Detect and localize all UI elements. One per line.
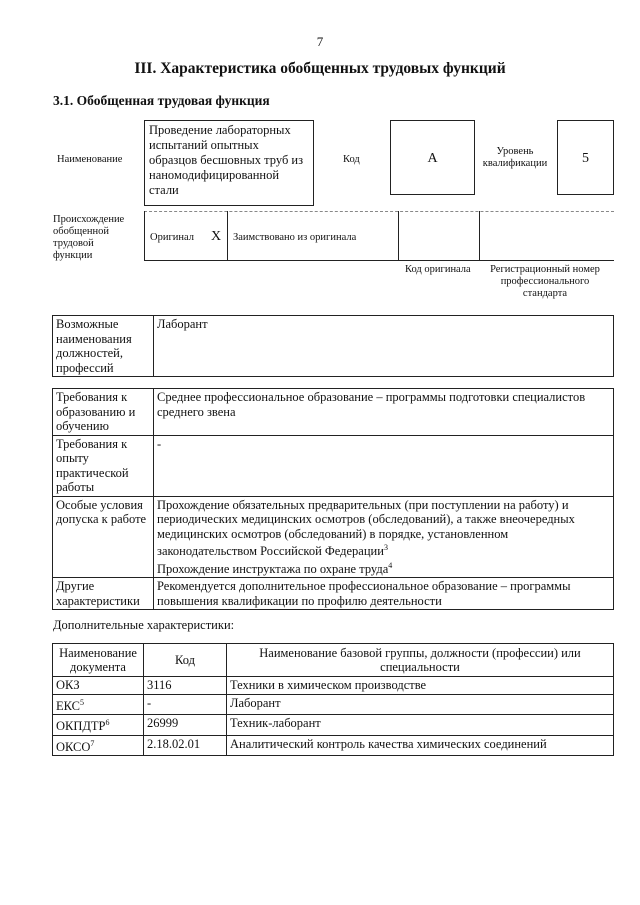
row-code: 3116 — [144, 677, 227, 695]
reg-number-caption: Регистрационный номер профессионального стандарта — [490, 264, 600, 299]
row-doc-text: ОКПДТР — [56, 719, 106, 734]
row-doc-text: ЕКС — [56, 698, 80, 713]
row-doc — [53, 735, 144, 756]
table-row — [53, 735, 614, 756]
row-doc-text: ОКЗ — [56, 678, 80, 692]
positions-label: Возможные наименования должностей, профессий — [53, 316, 154, 377]
row-code: 26999 — [144, 715, 227, 736]
code-box — [390, 120, 475, 195]
header-code: Код — [144, 644, 227, 677]
subsection-title: 3.1. Обобщенная трудовая функция — [53, 93, 270, 108]
requirement-line: Прохождение обязательных предварительных (при поступлении на работу) и периодических медицинских осмотров (обследований), а также внеочередных медицинских осмотров (обследований) в порядке, установленном законодательством Российской Федерации — [157, 497, 575, 559]
footnote-ref: 3 — [383, 543, 388, 552]
requirement-value: Среднее профессиональное образование – программы подготовки специалистов среднего звена — [154, 389, 614, 436]
row-doc — [53, 715, 144, 736]
requirements-table — [52, 388, 614, 610]
row-doc — [53, 677, 144, 695]
original-label: Оригинал — [150, 232, 194, 243]
footnote-ref: 7 — [90, 738, 95, 748]
original-mark: X — [211, 229, 222, 244]
name-box — [144, 120, 314, 206]
requirement-value: Рекомендуется дополнительное профессиональное образование – программы повышения квалификации по профилю деятельности — [154, 578, 614, 610]
row-code: - — [144, 694, 227, 715]
requirement-label: Другие характеристики — [53, 578, 154, 610]
code-value: А — [427, 151, 438, 166]
name-label: Наименование — [57, 154, 123, 165]
original-cell — [144, 211, 228, 261]
code-original-caption: Код оригинала — [405, 264, 471, 275]
header-name: Наименование базовой группы, должности (профессии) или специальности — [227, 644, 614, 677]
positions-value: Лаборант — [154, 316, 614, 377]
table-row — [53, 694, 614, 715]
positions-table — [52, 315, 614, 377]
additional-table — [52, 643, 614, 756]
requirement-value — [154, 496, 614, 578]
row-code: 2.18.02.01 — [144, 735, 227, 756]
table-row — [53, 677, 614, 695]
requirement-value: - — [154, 435, 614, 496]
row-doc — [53, 694, 144, 715]
additional-heading: Дополнительные характеристики: — [53, 618, 235, 632]
table-row — [53, 578, 614, 610]
table-row — [53, 496, 614, 578]
header-doc: Наименование документа — [53, 644, 144, 677]
reg-number-cell — [479, 211, 614, 261]
footnote-ref: 6 — [105, 718, 110, 728]
table-header-row — [53, 644, 614, 677]
code-label: Код — [343, 154, 360, 165]
page-number: 7 — [316, 34, 324, 49]
requirement-label: Требования к образованию и обучению — [53, 389, 154, 436]
table-row — [53, 715, 614, 736]
positions-row — [53, 316, 614, 377]
requirement-label: Особые условия допуска к работе — [53, 496, 154, 578]
row-name: Техник-лаборант — [227, 715, 614, 736]
row-name: Техники в химическом производстве — [227, 677, 614, 695]
requirement-line: Прохождение инструктажа по охране труда — [157, 561, 389, 576]
borrowed-cell — [227, 211, 399, 261]
table-row — [53, 435, 614, 496]
borrowed-label: Заимствовано из оригинала — [233, 232, 357, 243]
row-doc-text: ОКСО — [56, 739, 91, 754]
origin-label: Происхождение обобщенной трудовой функции — [53, 214, 125, 261]
name-value: Проведение лабораторных испытаний опытных образцов бесшовных труб из наномодифицированной стали — [149, 123, 304, 197]
code-original-cell — [398, 211, 480, 261]
requirement-label: Требования к опыту практической работы — [53, 435, 154, 496]
table-row — [53, 389, 614, 436]
level-label: Уровень квалификации — [482, 146, 548, 169]
level-value: 5 — [582, 151, 589, 166]
footnote-ref: 4 — [388, 560, 393, 570]
footnote-ref: 5 — [80, 697, 84, 707]
section-title: III. Характеристика обобщенных трудовых функций — [134, 60, 506, 77]
level-box — [557, 120, 614, 195]
row-name: Лаборант — [227, 694, 614, 715]
row-name: Аналитический контроль качества химических соединений — [227, 735, 614, 756]
